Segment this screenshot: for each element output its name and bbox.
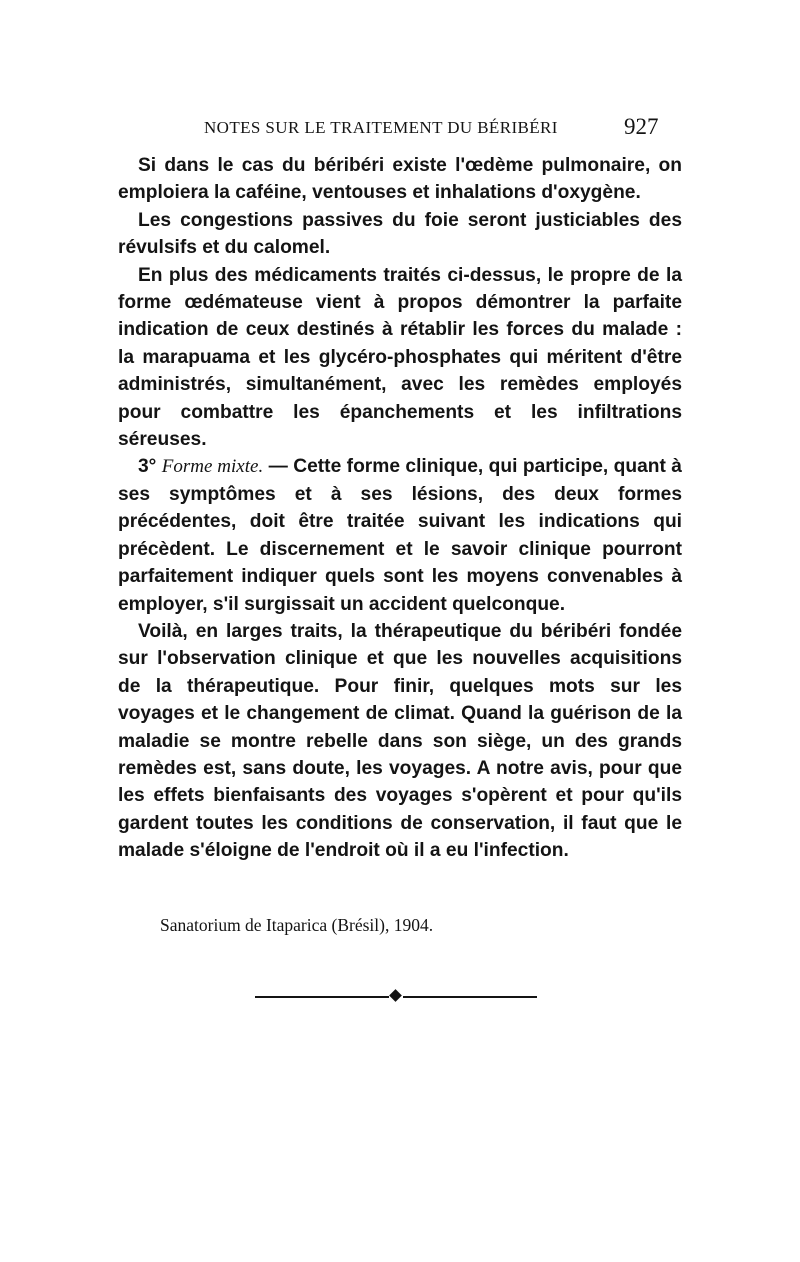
diamond-icon [389, 989, 402, 1002]
page-header [0, 114, 800, 144]
diamond-rule-ornament-icon [255, 990, 537, 1004]
body-text [118, 152, 682, 865]
signature-line: Sanatorium de Itaparica (Brésil), 1904. [160, 915, 434, 935]
paragraph-liver-congestion: Les congestions passives du foie seront justiciables des révulsifs et du calomel. [118, 209, 682, 259]
section-title: Forme mixte. [161, 456, 264, 478]
ornament-rule-right [403, 996, 537, 998]
page-number: 927 [624, 114, 659, 139]
paragraph-edematous-form: En plus des médicaments traités ci-dessus, le propre de la forme œdémateuse vient à propos démontrer la parfaite indication de ceux destinés à rétablir les forces du malade : la marapuama et les glycéro-phosphates qui méritent d'être administrés, simultanément, avec les remèdes employés pour combattre les épanchements et les infiltrations séreuses. [118, 264, 682, 451]
section-number: 3° [138, 456, 157, 478]
paragraph-mixed-form [118, 453, 682, 617]
ornament-rule-left [255, 996, 389, 998]
paragraph-pulmonary-edema: Si dans le cas du béribéri existe l'œdème pulmonaire, on emploiera la caféine, ventouses et inhalations d'oxygène. [118, 155, 682, 204]
paragraph-conclusion: Voilà, en larges traits, la thérapeutique du béribéri fondée sur l'observation clinique et que les nouvelles acquisitions de la thérapeutique. Pour finir, quelques mots sur les voyages et le changement de climat. Quand la guérison de la maladie se montre rebelle dans son siège, un des grands remèdes est, sans doute, les voyages. A notre avis, pour que les effets bienfaisants des voyages s'opèrent et pour qu'ils gardent toutes les conditions de conservation, il faut que le malade s'éloigne de l'endroit où il a eu l'infection. [118, 620, 682, 862]
mixed-form-text: — Cette forme clinique, qui participe, quant à ses symptômes et à ses lésions, des deux formes précédentes, doit être traitée suivant les indications qui précèdent. Le discernement et le savoir clinique pourront parfaitement indiquer quels sont les moyens convenables à employer, s'il surgissait un accident quelconque. [118, 456, 682, 615]
running-title: NOTES SUR LE TRAITEMENT DU BÉRIBÉRI [204, 118, 558, 137]
